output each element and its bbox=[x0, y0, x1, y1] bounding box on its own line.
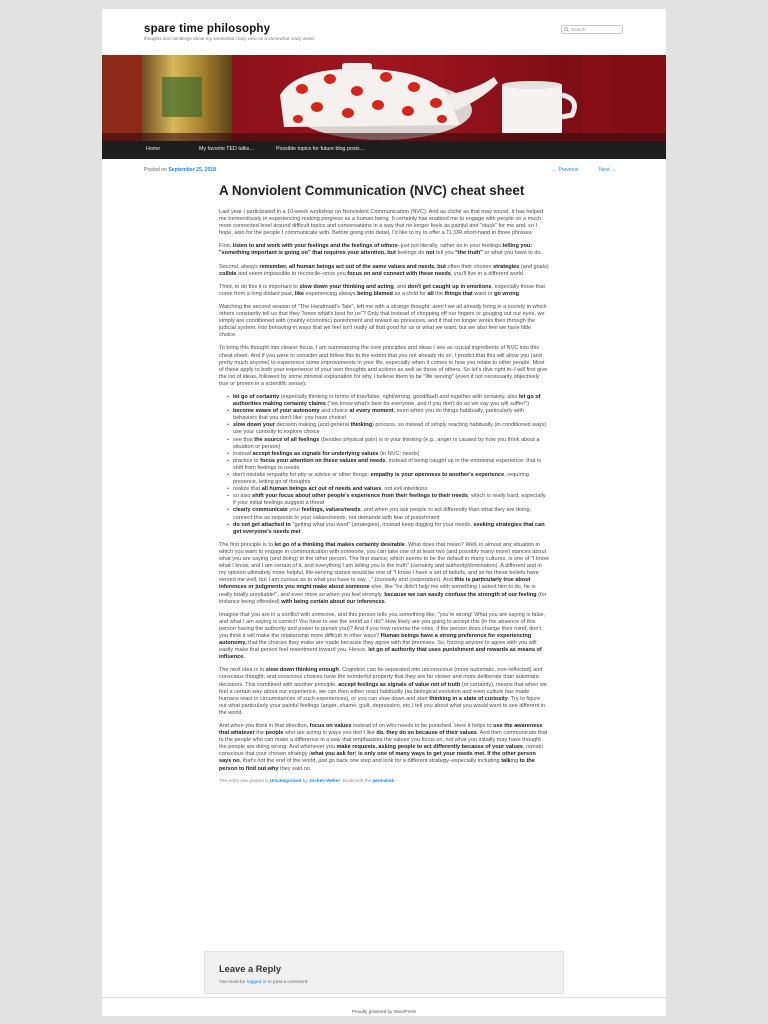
permalink-link[interactable]: permalink bbox=[372, 777, 395, 783]
paragraph: To bring this thought into clearer focus, I am summarizing the core principles and ideas I see as crucial ingredients of NVC into this cheat sheet. And if you were to consider and follow this to the extent that you not already do so, I predict that this will allow you (and pretty much anyone) to experience some improvements in your life, especially when it comes to how you relate to other people. Most of these apply to both your experience of your own thoughts and actions as well as those of others. So let's dive right in–I will first give the list of ideas, followed by some minimal explanation for why I believe them to be "life serving" (even if not necessarily objectively true or proven in a scientific sense): bbox=[219, 345, 548, 387]
paragraph: Second, always remember, all human beings act out of the same values and needs, but often their chosen strategies (and goals) collide and seem impossible to reconcile–once you focus on and connect with these needs, you'll live in a different world. bbox=[219, 263, 549, 277]
list-item: • realize that all human beings act out of needs and values, not evil intentions bbox=[233, 486, 549, 493]
paragraph: Last year I participated in a 10-week workshop on Nonviolent Communication (NVC). And as cliché as that may sound, it has helped me tremendously in experiencing making progress as a human being. It certainly has enabled me to engage with people on a much more connected level around difficult topics and conversations in a way that no longer feels as painful and "stuck" for me and, so I hope, also for the people I communicate with. Before going into detail, I'd like to try to offer a TL;DR short-hand in three phrases: bbox=[219, 209, 544, 237]
previous-post-link[interactable]: ← Previous bbox=[552, 167, 579, 173]
list-item: • see that the source of all feelings (besides physical pain) is in your thinking (e.g., anger is caused by how you think about a situation or person) bbox=[233, 437, 549, 451]
paragraph: The next idea is to slow down thinking enough. Cognition can be separated into unconscious (more automatic, non-reflected) and conscious thought, and conscious choices have the wonderful property that they are far slower and more deliberate than automatic decisions. This combined with another principle, accept feelings as signals of value not of truth (or certainty), means that when we feel a certain way about our experience, we can then either react habitually (as biological evolution and even culture has made humans react in circumstances of such experiences), or you can slow down and start thinking in a state of curiosity. Try to figure out what particularly your painful feelings (anger, shame, guilt, depression, etc.) tell you about what you would want to see different in the world. bbox=[219, 667, 547, 716]
next-post-link[interactable]: Next → bbox=[599, 167, 616, 173]
paragraph: Imagine that you are in a conflict with someone, and this person tells you something like, "you're wrong! What you are saying is false, and what I am saying is correct! You have to see the world as I do!" How likely are you going to accept this (in the absence of this person having the authority and power to punish you)? And if you now reverse the roles, if the person does change their mind, don't you think it will make the relationship more difficult in other ways? Human beings have a strong preference for experiencing autonomy, that the choices they make are made because they agree with the premises. So, forcing anyone to agree with you will easily make that person feel resentment toward you. Hence, let go of authority that uses punishment and rewards as means of influence. bbox=[219, 611, 546, 661]
login-notice: You must be logged in to post a comment. bbox=[219, 980, 309, 985]
list-item: • so also shift your focus about other people's experience from their feelings to their needs, which is really hard, especially if your initial feelings suggest a threat bbox=[233, 493, 549, 507]
powered-by-link[interactable]: Proudly powered by WordPress bbox=[351, 1009, 417, 1014]
nav-item-home[interactable]: Home bbox=[146, 146, 161, 152]
list-item: • practice to focus your attention on these values and needs, instead of being caught up in the emotional experience: that is shift from feelings to needs bbox=[233, 458, 549, 472]
paragraph: First, listen to and work with your feelings and the feelings of others–just not literally, rather as in your feelings telling you: "something important is going on" that requires your attention, but feelings do not tell you "the truth" or what you have to do. bbox=[219, 243, 543, 257]
site-header bbox=[102, 9, 666, 159]
site-description: thoughts and ramblings about my somewhat crazy view on a somewhat crazy world bbox=[144, 36, 314, 41]
paragraph: The first principle is to let go of a thinking that makes certainty desirable. What does that mean? Well, in almost any situation in which you want to engage in communication with someone, you can take one of at least two (and possibly many more) stances about what you are saying (and doing) to the other person. The first stance, which seems to be the default in many cultures, is one of "I know what I know, and I am certain of it, and everything I am telling you is the truth" (certainty and authority/domination). A different and in my opinion ultimately more helpful, life-serving stance would be one of "I know I have a set of beliefs, and so far these beliefs have served me well, but I am curious as to what you have to say…" (curiosity and cooperation). And this is particularly true about inferences or judgments you might make about someone else, like "he didn't help me with something I asked him to do, he is really totally unreliable!", and even more so when you feel strongly, because we can easily confuse the strength of our feeling (for instance being offended) with being certain about our inferences. bbox=[219, 541, 549, 605]
main-nav bbox=[102, 141, 666, 159]
search-input[interactable] bbox=[561, 25, 623, 34]
search-placeholder: Search bbox=[571, 27, 586, 32]
page bbox=[102, 9, 666, 1016]
paragraph: Third, to do this it is important to slow down your thinking and acting, and don't get caught up in emotions, especially those that come from a long distant past, like experiencing always being blamed as a child for all the things that want or go wrong. bbox=[219, 283, 545, 297]
site-title[interactable]: spare time philosophy bbox=[144, 23, 271, 35]
post-title: A Nonviolent Communication (NVC) cheat sheet bbox=[219, 183, 525, 198]
author-link[interactable]: Jochen Weber bbox=[308, 777, 341, 783]
nav-item-future-topics[interactable]: Possible topics for future blog posts… bbox=[276, 146, 365, 152]
list-item: • become aware of your autonomy and choice at every moment, even when you do things habitually, particularly with behaviors that you don't like: you have choice! bbox=[233, 408, 549, 422]
leave-reply-heading: Leave a Reply bbox=[219, 964, 282, 974]
entry-footer-meta: This entry was posted in Uncategorized by Jochen Weber. Bookmark the permalink. bbox=[219, 777, 396, 783]
entry-meta bbox=[144, 167, 216, 173]
list-item: • don't mistake empathy for pity or advice or other things: empathy is your openness to another's experience, requiring presence, letting go of thoughts bbox=[233, 472, 549, 486]
list-item: • do not get attached to "getting what you want" (strategies), instead keep digging for your needs, seeking strategies that can get everyone's needs met bbox=[233, 522, 549, 536]
list-item: • instead accept feelings as signals for underlying values (in NVC: needs) bbox=[233, 451, 549, 458]
post-date[interactable]: September 25, 2018 bbox=[168, 167, 216, 173]
paragraph: And when you think in that direction, focus on values instead of on who needs to be punished. Here it helps to use the awareness that whatever the people who are acting in ways you don't like do, they do so because of their values. And then communicate that to the people who can make a difference in a way that emphasizes the values you focus on, not what you initially may have thought the people are doing wrong. And whenever you make requests, asking people to act differently because of your values, remain conscious that your chosen strategy (what you ask for) is only one of many ways to get your needs met. If the other person says no, that's not the end of the world, just go back one step and look for a different strategy–especially including talking to the person to find out why they said no. bbox=[219, 723, 548, 772]
principles-list bbox=[233, 394, 549, 536]
search-icon bbox=[564, 27, 569, 32]
nav-item-ted-talks[interactable]: My favorite TED talks… bbox=[199, 146, 255, 152]
list-item: • let go of certainty (especially thinking in terms of true/false, right/wrong, good/bad) and together with certainty, also let go of authorities making certainty claims ("we know what's best for everyone, and if you don't do as we say you will suffer!") bbox=[233, 394, 549, 408]
list-item: • clearly communicate your feelings, values/needs, and when you ask people to act differently than what they are doing, connect this as requests to your values/needs, not demands with fear of punishment bbox=[233, 507, 549, 521]
header-image bbox=[102, 55, 666, 141]
paragraph: Watching the second season of "The Handmaid's Tale", left me with a strange thought: aren't we all already living in a society in which others constantly tell us that they "know what's best for us"? Only that instead of chopping off our fingers or gouging out our eyes, we simply are conditioned with (mainly economic) punishment and reward as pressures, and if that no longer works then through the judicial system, into behaving in ways that we feel isn't really all that good for us or what we want, but we also feel we have little choice. bbox=[219, 303, 547, 339]
posted-on-label: Posted on bbox=[144, 167, 167, 173]
post-article bbox=[219, 184, 549, 783]
site-footer bbox=[102, 997, 666, 1016]
category-link[interactable]: Uncategorized bbox=[269, 777, 302, 783]
comment-box bbox=[204, 951, 564, 994]
list-item: • slow down your decision making (and general thinking) process, so instead of simply reacting habitually (in conditioned ways) use your curiosity to explore choice bbox=[233, 422, 549, 436]
login-link[interactable]: logged in bbox=[246, 980, 267, 985]
